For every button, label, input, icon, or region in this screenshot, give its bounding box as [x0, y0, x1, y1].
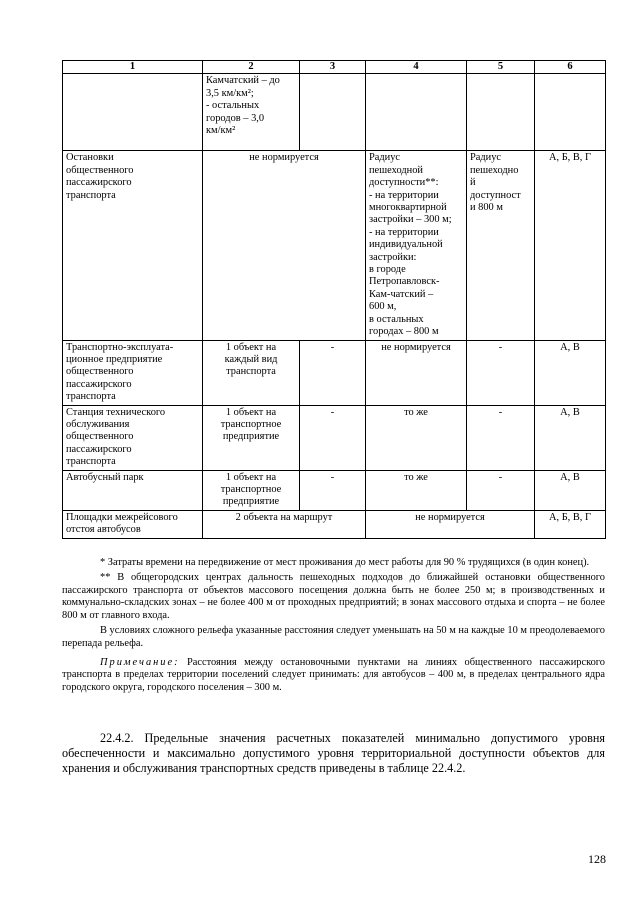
table-cell [63, 74, 203, 151]
table-cell: 1 объект на транспортное предприятие [203, 405, 300, 470]
header-cell: 2 [203, 61, 300, 74]
table-cell [366, 74, 467, 151]
table-cell: А, В [535, 340, 606, 405]
table-cell: Радиус пешеходно й доступност и 800 м [467, 151, 535, 340]
table-cell: 1 объект на каждый вид транспорта [203, 340, 300, 405]
table-header-row [63, 61, 606, 74]
table-cell [300, 74, 366, 151]
table-cell: - [467, 340, 535, 405]
table-cell: Камчатский – до 3,5 км/км²; - остальных городов – 3,0 км/км² [203, 74, 300, 151]
table-cell: - [467, 470, 535, 510]
table-cell: 1 объект на транспортное предприятие [203, 470, 300, 510]
remark [62, 657, 605, 695]
table-cell: - [467, 405, 535, 470]
remark-label: Примечание: [100, 656, 180, 668]
footnote-1: * Затраты времени на передвижение от мест проживания до мест работы для 90 % трудящихся (в один конец). [100, 557, 590, 568]
table-cell: - [300, 470, 366, 510]
footnote-2: ** В общегородских центрах дальность пешеходных подходов до ближайшей остановки общественного пассажирского транспорта от объектов массового посещения должна быть не более 250 м; в производственных и коммунально-складских зонах – не более 400 м от проходных предприятий; в зонах массового отдыха и спорта – не более 800 м от главного входа. [62, 571, 605, 622]
table-cell: не нормируется [366, 510, 535, 538]
section-paragraph: 22.4.2. Предельные значения расчетных показателей минимально допустимого уровня обеспеченности и максимально допустимого уровня территориальной доступности объектов для хранения и обслуживания транспортных средств приведены в таблице 22.4.2. [62, 731, 605, 775]
table-notes [62, 557, 605, 697]
table-cell: Радиус пешеходной доступности**: - на территории многоквартирной застройки – 300 м; - на территории индивидуальной застройки: в городе Петропавловск- Кам-чатский – 600 м, в остальных городах – 800 м [366, 151, 467, 340]
table-cell: А, В [535, 405, 606, 470]
table-cell [467, 74, 535, 151]
table-cell: то же [366, 405, 467, 470]
footnote-3: В условиях сложного рельефа указанные расстояния следует уменьшать на 50 м на каждые 10 м преодолеваемого перепада рельефа. [62, 624, 605, 649]
header-cell: 1 [63, 61, 203, 74]
norms-table [62, 60, 606, 539]
table-cell: 2 объекта на маршрут [203, 510, 366, 538]
page-number: 128 [588, 852, 606, 866]
table-cell: Площадки межрейсового отстоя автобусов [63, 510, 203, 538]
table-cell: А, Б, В, Г [535, 151, 606, 340]
table-cell: Остановки общественного пассажирского транспорта [63, 151, 203, 340]
table-cell: Транспортно-эксплуата- ционное предприятие общественного пассажирского транспорта [63, 340, 203, 405]
table-cell: Автобусный парк [63, 470, 203, 510]
table-cell: А, Б, В, Г [535, 510, 606, 538]
table-cell: - [300, 405, 366, 470]
table-cell [535, 74, 606, 151]
remark-text: Расстояния между остановочными пунктами на линиях общественного пассажирского транспорта в пределах территории поселений следует принимать: для автобусов – 400 м, в пределах центрального ядра городского округа, городского поселения – 300 м. [62, 656, 605, 694]
header-cell: 5 [467, 61, 535, 74]
table-cell: не нормируется [203, 151, 366, 340]
table-cell: Станция технического обслуживания общественного пассажирского транспорта [63, 405, 203, 470]
table-row [63, 470, 606, 510]
table-row [63, 151, 606, 340]
table-cell: не нормируется [366, 340, 467, 405]
table-cell: то же [366, 470, 467, 510]
header-cell: 3 [300, 61, 366, 74]
table-row [63, 405, 606, 470]
table-row [63, 74, 606, 151]
header-cell: 4 [366, 61, 467, 74]
table-cell: - [300, 340, 366, 405]
table-row [63, 510, 606, 538]
header-cell: 6 [535, 61, 606, 74]
table-row [63, 340, 606, 405]
table-cell: А, В [535, 470, 606, 510]
